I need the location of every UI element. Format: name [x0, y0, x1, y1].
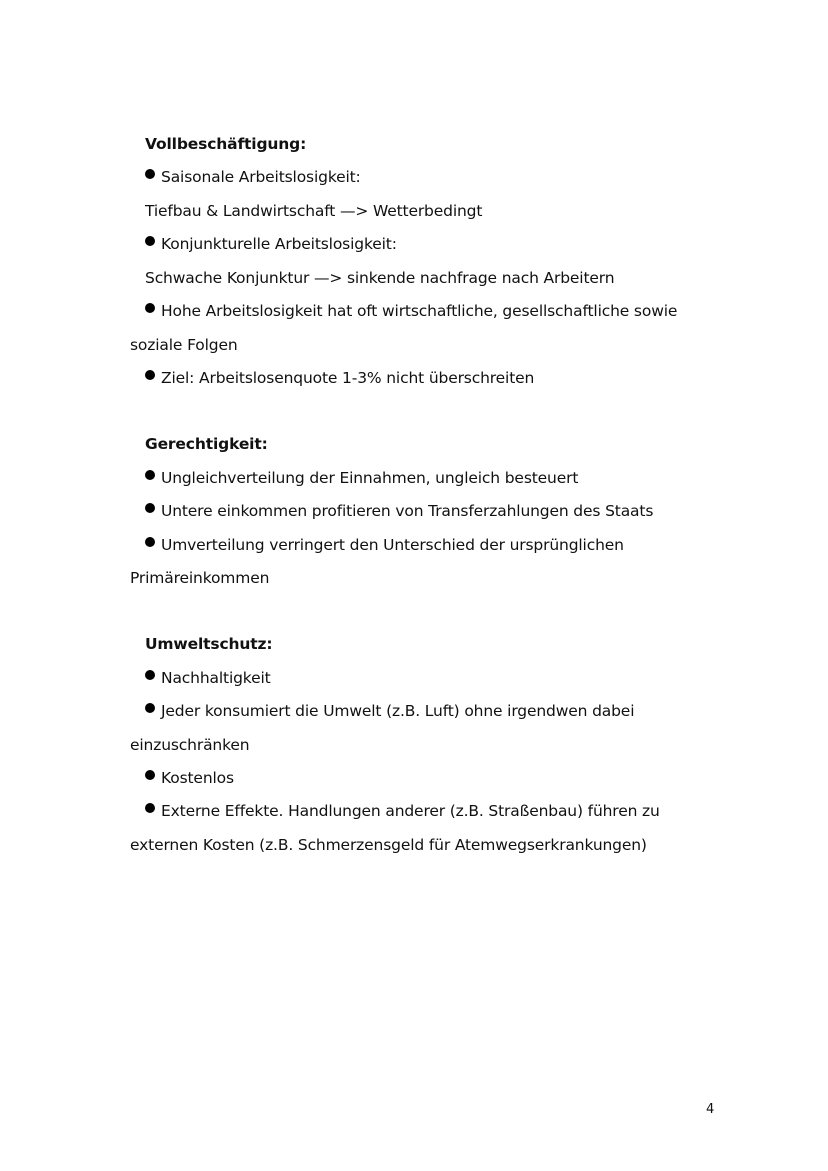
list-item-text: Umverteilung verringert den Unterschied der ursprünglichen	[161, 536, 624, 554]
list-item	[145, 768, 234, 788]
list-item	[145, 468, 578, 488]
bullet-icon	[145, 803, 155, 813]
list-item-text: Hohe Arbeitslosigkeit hat oft wirtschaftliche, gesellschaftliche sowie	[161, 302, 678, 320]
bullet-icon	[145, 770, 155, 780]
list-item	[145, 301, 677, 321]
list-item	[145, 535, 624, 555]
bullet-icon	[145, 503, 155, 513]
list-item	[145, 801, 660, 821]
bullet-icon	[145, 236, 155, 246]
text-line: Tiefbau & Landwirtschaft —> Wetterbedingt	[145, 202, 483, 220]
section-heading-umweltschutz: Umweltschutz:	[145, 635, 273, 653]
list-item-text: Konjunkturelle Arbeitslosigkeit:	[161, 235, 397, 253]
section-heading-gerechtigkeit: Gerechtigkeit:	[145, 435, 268, 453]
bullet-icon	[145, 169, 155, 179]
bullet-icon	[145, 303, 155, 313]
list-item-text: Externe Effekte. Handlungen anderer (z.B. Straßenbau) führen zu	[161, 802, 660, 820]
list-item-text: Kostenlos	[161, 769, 234, 787]
page-number: 4	[706, 1102, 715, 1117]
list-item	[145, 501, 653, 521]
bullet-icon	[145, 537, 155, 547]
list-item-text: Ungleichverteilung der Einnahmen, ungleich besteuert	[161, 469, 579, 487]
text-line: Schwache Konjunktur —> sinkende nachfrage nach Arbeitern	[145, 269, 615, 287]
list-item-text: Saisonale Arbeitslosigkeit:	[161, 168, 361, 186]
bullet-icon	[145, 470, 155, 480]
list-item-text: Untere einkommen profitieren von Transferzahlungen des Staats	[161, 502, 654, 520]
bullet-icon	[145, 670, 155, 680]
text-line: externen Kosten (z.B. Schmerzensgeld für Atemwegserkrankungen)	[130, 836, 647, 854]
list-item	[145, 701, 634, 721]
text-line: einzuschränken	[130, 736, 250, 754]
list-item	[145, 167, 361, 187]
list-item	[145, 368, 534, 388]
bullet-icon	[145, 370, 155, 380]
list-item-text: Jeder konsumiert die Umwelt (z.B. Luft) ohne irgendwen dabei	[161, 702, 635, 720]
section-heading-vollbeschaeftigung: Vollbeschäftigung:	[145, 135, 307, 153]
list-item-text: Nachhaltigkeit	[161, 669, 271, 687]
list-item-text: Ziel: Arbeitslosenquote 1-3% nicht überschreiten	[161, 369, 535, 387]
list-item	[145, 668, 271, 688]
list-item	[145, 234, 397, 254]
text-line: soziale Folgen	[130, 336, 238, 354]
text-line: Primäreinkommen	[130, 569, 270, 587]
bullet-icon	[145, 703, 155, 713]
